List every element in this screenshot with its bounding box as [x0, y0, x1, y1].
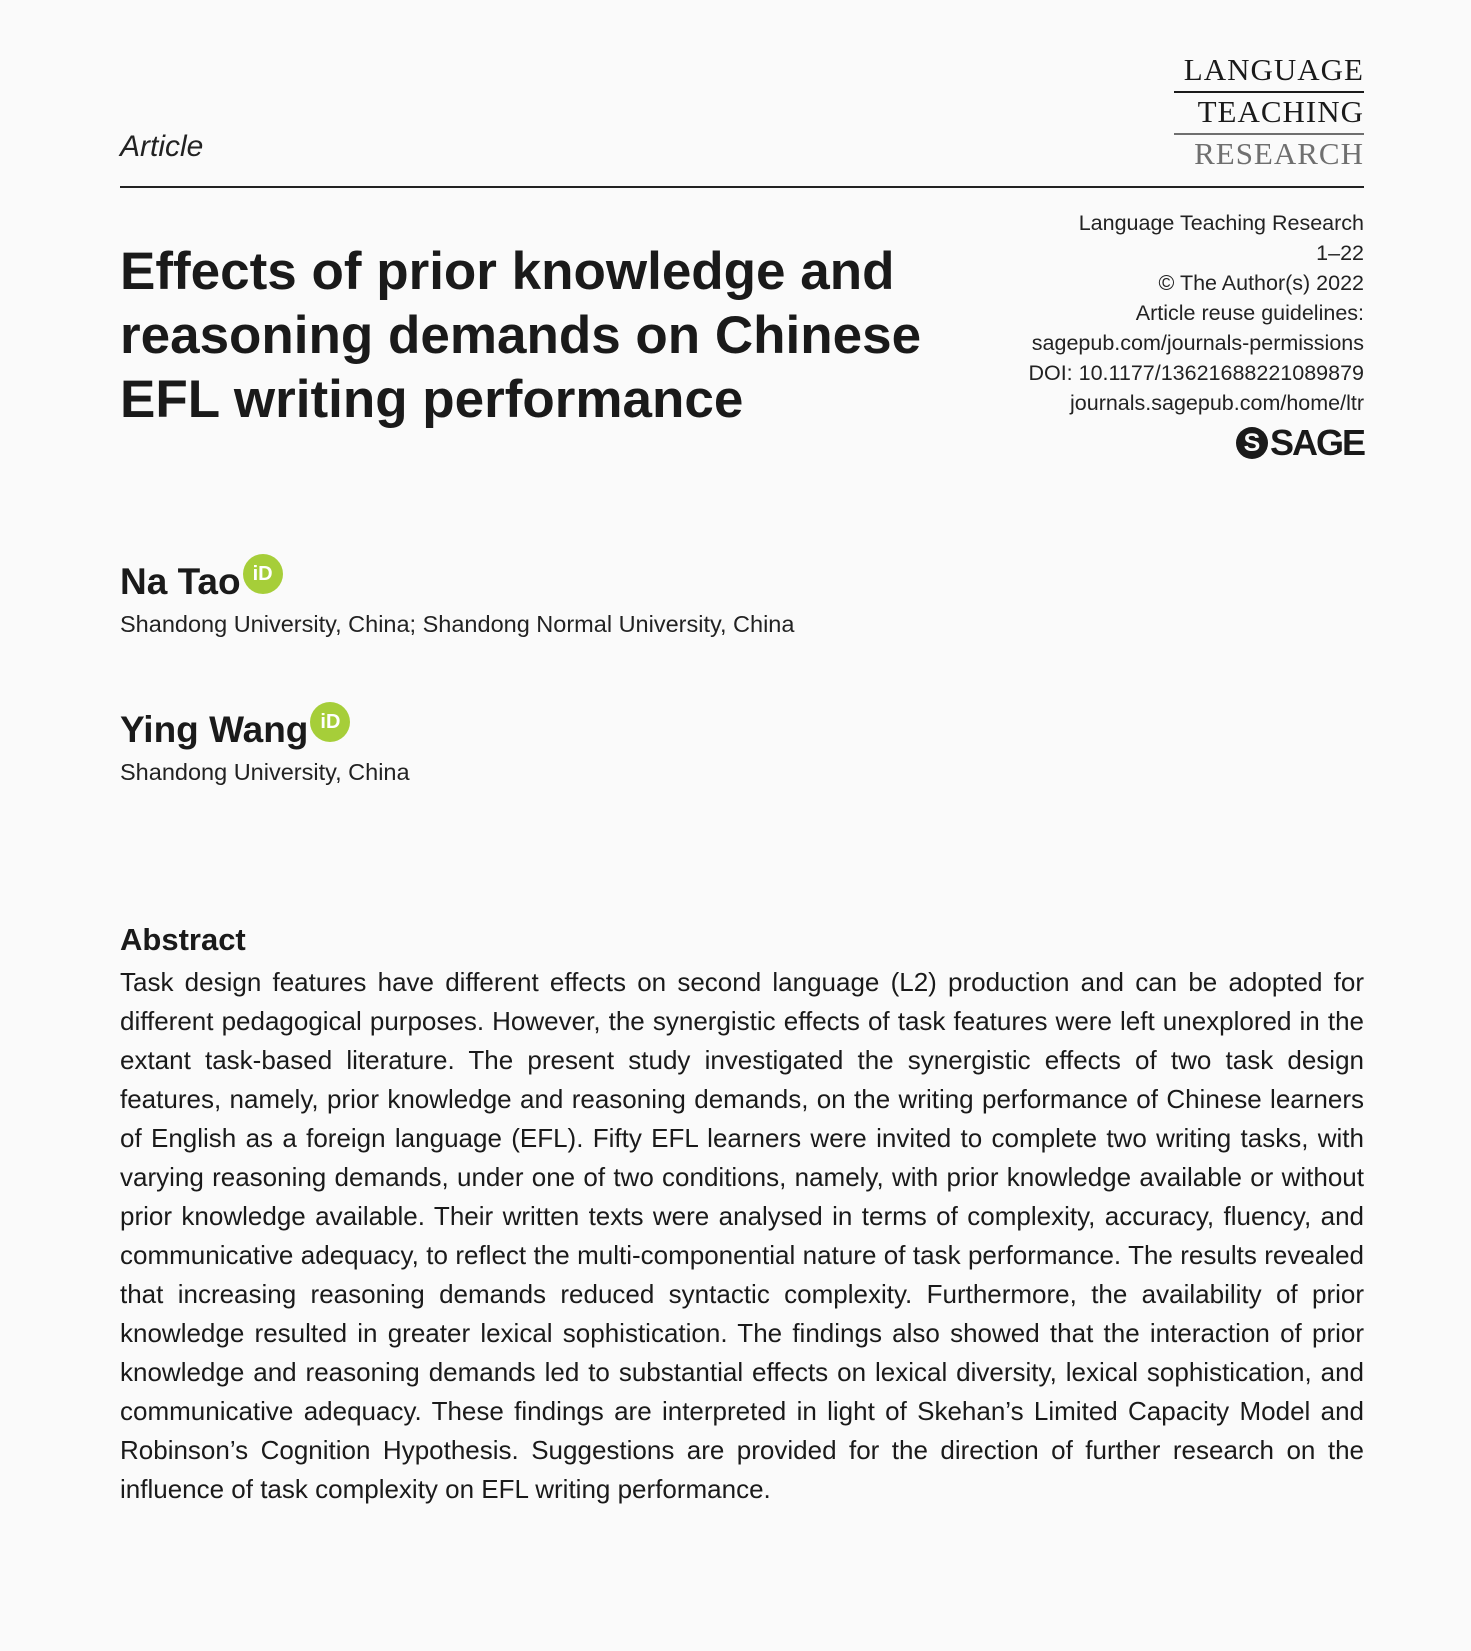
sage-logo-icon: S	[1236, 427, 1268, 459]
abstract-text: Task design features have different effects on second language (L2) production and can be adopted for different pedagogical purposes. However, the synergistic effects of task features were left unexplored in the extant task-based literature. The present study investigated the synergistic effects of two task design features, namely, prior knowledge and reasoning demands, on the writing performance of Chinese learners of English as a foreign language (EFL). Fifty EFL learners were invited to complete two writing tasks, with varying reasoning demands, under one of two conditions, namely, with prior knowledge available or without prior knowledge available. Their written texts were analysed in terms of complexity, accuracy, fluency, and communicative adequacy, to reflect the multi-componential nature of task performance. The results revealed that increasing reasoning demands reduced syntactic complexity. Furthermore, the availability of prior knowledge resulted in greater lexical sophistication. The findings also showed that the interaction of prior knowledge and reasoning demands led to substantial effects on lexical diversity, lexical sophistication, and communicative adequacy. These findings are interpreted in light of Skehan’s Limited Capacity Model and Robinson’s Cognition Hypothesis. Suggestions are provided for the direction of further research on the influence of task complexity on EFL writing performance.	[120, 967, 1364, 1504]
journal-logo-line-2: TEACHING	[1174, 91, 1364, 133]
meta-homepage-link[interactable]: journals.sagepub.com/home/ltr	[1070, 391, 1364, 415]
meta-doi[interactable]: DOI: 10.1177/13621688221089879	[1028, 361, 1364, 385]
journal-logo-line-1: LANGUAGE	[1183, 52, 1364, 87]
publication-meta	[944, 208, 1364, 418]
orcid-icon[interactable]: iD	[243, 554, 283, 594]
author-affiliation: Shandong University, China	[120, 759, 410, 785]
meta-reuse-label: Article reuse guidelines:	[1135, 301, 1364, 325]
author-block	[120, 560, 794, 639]
author-name-text: Ying Wang	[120, 709, 309, 750]
author-name-text: Na Tao	[120, 561, 241, 602]
meta-journal-name: Language Teaching Research	[1078, 211, 1364, 235]
meta-pages: 1–22	[1316, 241, 1364, 265]
sage-logo-word: SAGE	[1269, 422, 1364, 463]
publisher-logo	[1236, 422, 1364, 463]
article-type-label: Article	[120, 130, 204, 163]
author-name	[120, 708, 350, 752]
header-divider	[120, 186, 1364, 188]
author-affiliation: Shandong University, China; Shandong Normal University, China	[120, 611, 795, 637]
article-title: Effects of prior knowledge and reasoning demands on Chinese EFL writing performance	[120, 242, 922, 429]
orcid-icon[interactable]: iD	[310, 702, 350, 742]
abstract-heading: Abstract	[120, 922, 246, 957]
journal-logo	[1174, 54, 1364, 169]
author-block	[120, 708, 410, 787]
meta-copyright: © The Author(s) 2022	[1158, 271, 1364, 295]
author-name	[120, 560, 283, 604]
journal-logo-line-3: RESEARCH	[1174, 133, 1364, 169]
meta-reuse-link[interactable]: sagepub.com/journals-permissions	[1031, 331, 1364, 355]
